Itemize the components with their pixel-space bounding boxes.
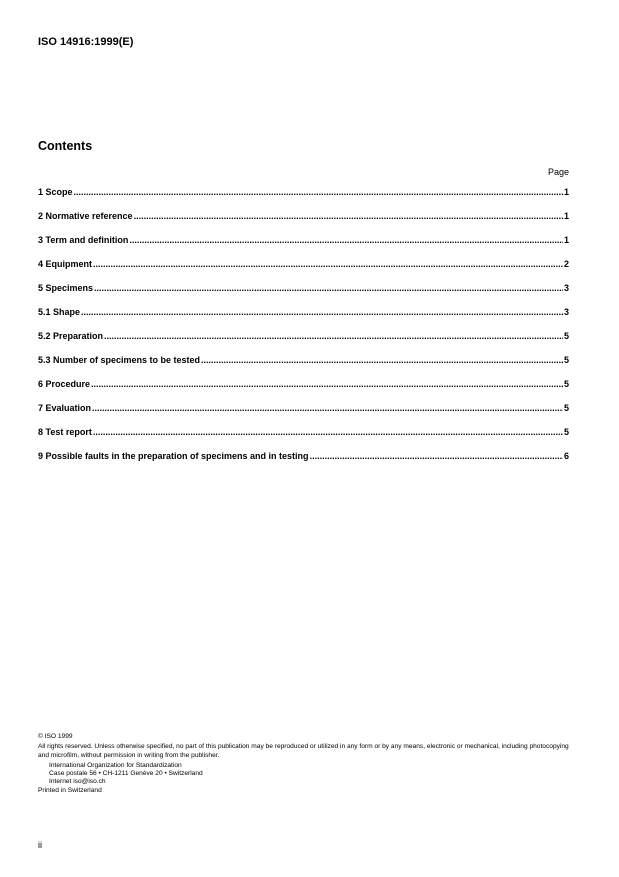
- toc-entry-title: 1 Scope: [38, 187, 73, 197]
- toc-entry-title: 3 Term and definition: [38, 235, 129, 245]
- toc-dot-leader: [94, 283, 563, 293]
- toc-dot-leader: [201, 355, 563, 365]
- toc-entry-number-of-specimens[interactable]: [38, 355, 569, 379]
- toc-dot-leader: [134, 211, 563, 221]
- toc-entry-title: 2 Normative reference: [38, 211, 133, 221]
- printed-in: Printed in Switzerland: [38, 786, 102, 794]
- toc-entry-title: 5.2 Preparation: [38, 331, 104, 341]
- toc-entry-page: 3: [563, 283, 569, 293]
- toc-dot-leader: [93, 259, 563, 269]
- toc-dot-leader: [104, 331, 563, 341]
- toc-entry-page: 6: [563, 451, 569, 461]
- toc-dot-leader: [74, 187, 563, 197]
- toc-entry-page: 1: [563, 187, 569, 197]
- toc-entry-title: 8 Test report: [38, 427, 92, 437]
- toc-entry-page: 3: [563, 307, 569, 317]
- toc-entry-page: 5: [563, 355, 569, 365]
- toc-entry-test-report[interactable]: [38, 427, 569, 451]
- toc-entry-title: 5 Specimens: [38, 283, 94, 293]
- copyright-notice: © ISO 1999: [38, 733, 73, 740]
- toc-dot-leader: [129, 235, 563, 245]
- table-of-contents: [38, 187, 569, 475]
- toc-entry-normative-reference[interactable]: [38, 211, 569, 235]
- organization-address: Case postale 56 • CH-1211 Genève 20 • Switzerland: [49, 770, 203, 778]
- toc-entry-page: 5: [563, 427, 569, 437]
- organization-internet: Internet iso@iso.ch: [49, 778, 106, 786]
- rights-statement: All rights reserved. Unless otherwise specified, no part of this publication may be reproduced or utilized in any form or by any means, electronic or mechanical, including photocopying and microfilm, without permission in writing from the publisher.: [38, 743, 569, 759]
- toc-entry-equipment[interactable]: [38, 259, 569, 283]
- organization-name: International Organization for Standardization: [49, 761, 182, 769]
- toc-entry-shape[interactable]: [38, 307, 569, 331]
- toc-entry-title: 5.1 Shape: [38, 307, 81, 317]
- page-number: ii: [38, 840, 42, 850]
- toc-dot-leader: [91, 379, 563, 389]
- toc-entry-title: 5.3 Number of specimens to be tested: [38, 355, 201, 365]
- copyright-footer: [38, 733, 578, 795]
- toc-entry-evaluation[interactable]: [38, 403, 569, 427]
- document-header-title: ISO 14916:1999(E): [38, 36, 134, 48]
- contents-heading: Contents: [38, 139, 93, 153]
- toc-entry-term-and-definition[interactable]: [38, 235, 569, 259]
- toc-entry-scope[interactable]: [38, 187, 569, 211]
- toc-entry-page: 1: [563, 211, 569, 221]
- toc-entry-preparation[interactable]: [38, 331, 569, 355]
- toc-entry-page: 5: [563, 331, 569, 341]
- toc-entry-possible-faults[interactable]: [38, 451, 569, 475]
- toc-dot-leader: [310, 451, 563, 461]
- toc-entry-specimens[interactable]: [38, 283, 569, 307]
- toc-entry-title: 4 Equipment: [38, 259, 93, 269]
- toc-dot-leader: [81, 307, 563, 317]
- page-column-label: Page: [547, 167, 569, 177]
- toc-dot-leader: [93, 427, 563, 437]
- toc-entry-title: 6 Procedure: [38, 379, 91, 389]
- toc-entry-page: 2: [563, 259, 569, 269]
- toc-dot-leader: [92, 403, 563, 413]
- toc-entry-title: 9 Possible faults in the preparation of specimens and in testing: [38, 451, 309, 461]
- toc-entry-page: 5: [563, 379, 569, 389]
- toc-entry-procedure[interactable]: [38, 379, 569, 403]
- toc-entry-title: 7 Evaluation: [38, 403, 92, 413]
- toc-entry-page: 5: [563, 403, 569, 413]
- toc-entry-page: 1: [563, 235, 569, 245]
